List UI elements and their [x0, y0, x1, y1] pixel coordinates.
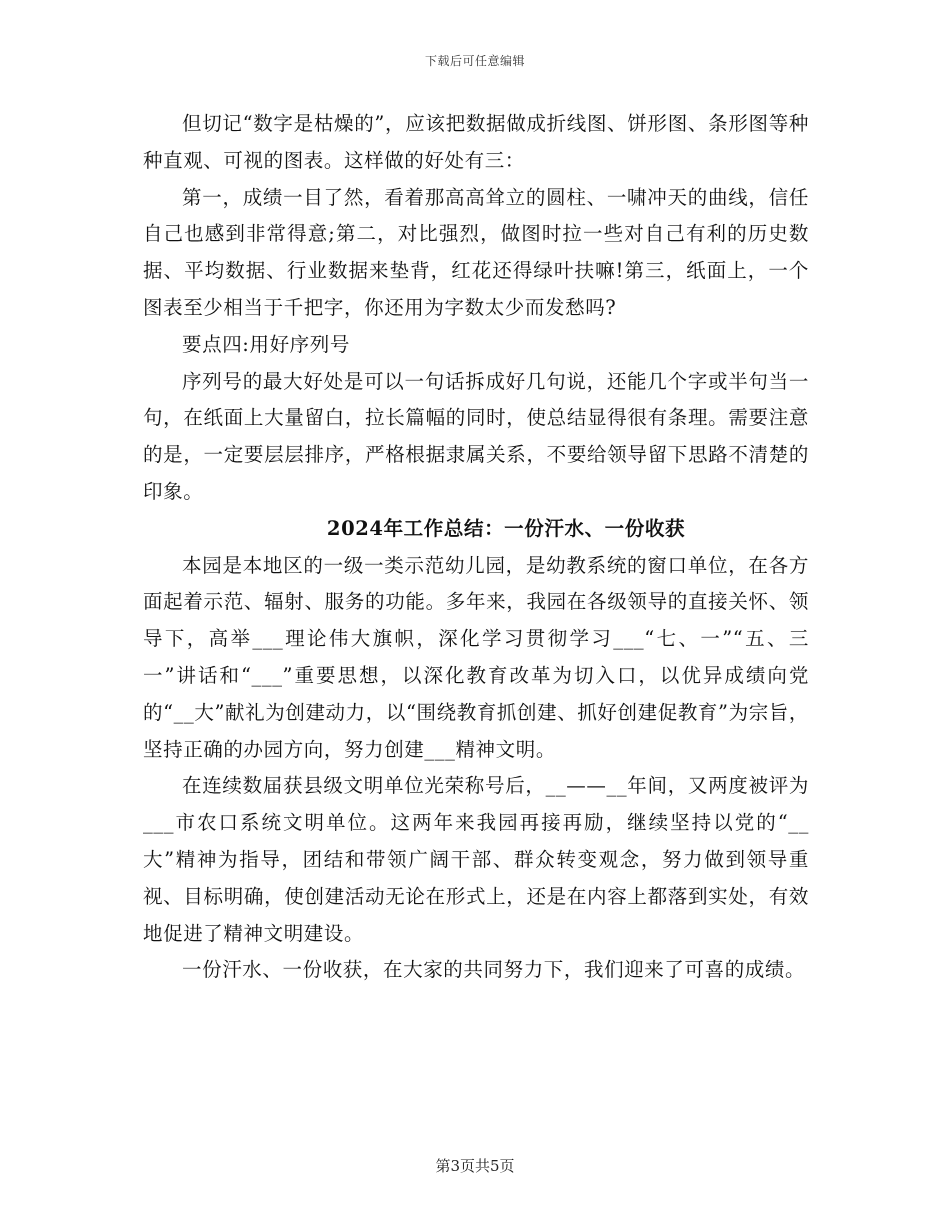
- paragraph-point-four-heading: 要点四:用好序列号: [182, 332, 350, 356]
- page-header: 下载后可任意编辑: [424, 54, 525, 68]
- page-number-footer: 第3页共5页: [435, 1157, 515, 1175]
- section-title: 2024年工作总结：一份汗水、一份收获: [326, 516, 686, 540]
- paragraph-civilization-awards: 在连续数届获县级文明单位光荣称号后，__——__年间，又两度被评为___市农口系统文明单位。这两年来我园再接再励，继续坚持以党的“__大”精神为指导，团结和带领广阔干部、群众转变观念，努力做到领导重视、目标明确，使创建活动无论在形式上，还是在内容上都落到实处，有效地促进了精神文明建设。: [143, 774, 809, 945]
- document-body: [143, 106, 809, 989]
- paragraph-serial-numbers: 序列号的最大好处是可以一句话拆成好几句说，还能几个字或半句当一句，在纸面上大量留白，拉长篇幅的同时，使总结显得很有条理。需要注意的是，一定要层层排序，严格根据隶属关系，不要给领导留下思路不清楚的印象。: [143, 369, 809, 503]
- paragraph-kindergarten-intro: 本园是本地区的一级一类示范幼儿园，是幼教系统的窗口单位，在各方面起着示范、辐射、服务的功能。多年来，我园在各级领导的直接关怀、领导下，高举___理论伟大旗帜，深化学习贯彻学习___“七、一”“五、三一”讲话和“___”重要思想，以深化教育改革为切入口，以优异成绩向党的“__大”献礼为创建动力，以“围绕教育抓创建、抓好创建促教育”为宗旨，坚持正确的办园方向，努力创建___精神文明。: [143, 553, 809, 761]
- paragraph-chart-benefits: 第一，成绩一目了然，看着那高高耸立的圆柱、一啸冲天的曲线，信任自己也感到非常得意;第二，对比强烈，做图时拉一些对自己有利的历史数据、平均数据、行业数据来垫背，红花还得绿叶扶嘛!第三，纸面上，一个图表至少相当于千把字，你还用为字数太少而发愁吗?: [143, 185, 809, 319]
- paragraph-achievements: 一份汗水、一份收获，在大家的共同努力下，我们迎来了可喜的成绩。: [182, 958, 806, 982]
- paragraph-chart-advice: 但切记“数字是枯燥的”，应该把数据做成折线图、饼形图、条形图等种种直观、可视的图表。这样做的好处有三：: [143, 112, 809, 172]
